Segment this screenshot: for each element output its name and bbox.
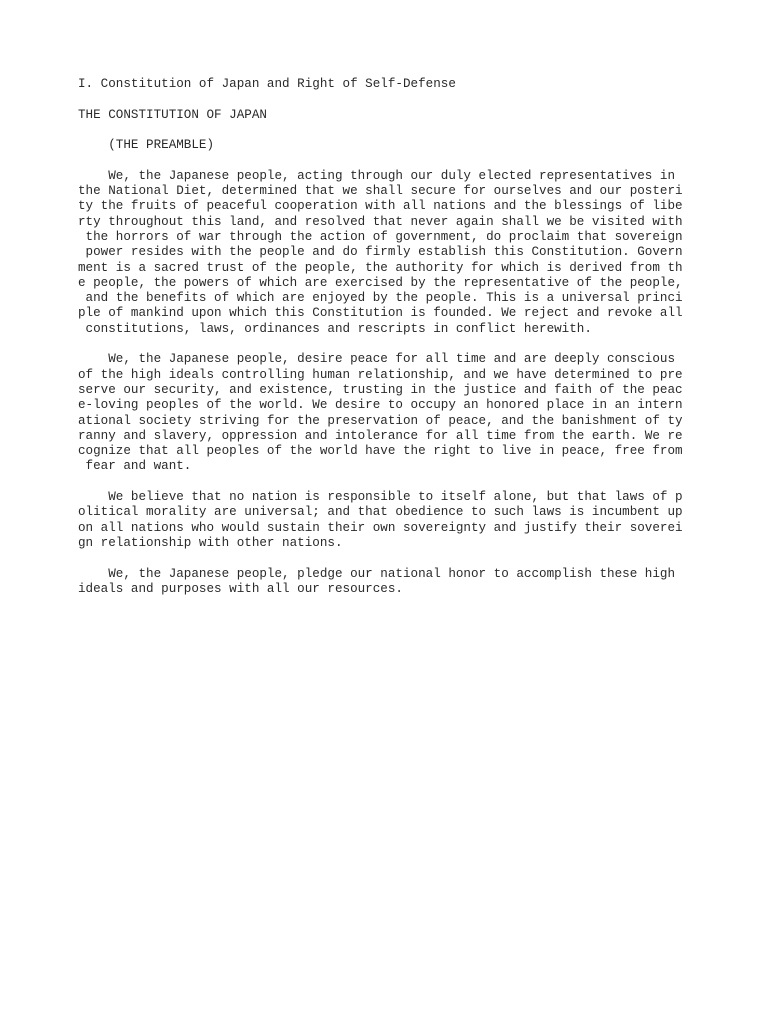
text-line: power resides with the people and do firmly establish this Constitution. Govern: [78, 245, 683, 260]
spacer: [78, 153, 698, 168]
paragraph-1: [78, 169, 698, 337]
text-line: and the benefits of which are enjoyed by the people. This is a universal princi: [78, 291, 683, 306]
text-line: e-loving peoples of the world. We desire to occupy an honored place in an intern: [78, 398, 683, 413]
text-line: on all nations who would sustain their own sovereignty and justify their soverei: [78, 520, 683, 535]
text-line: We, the Japanese people, desire peace for all time and are deeply conscious: [78, 352, 676, 367]
text-line: We, the Japanese people, pledge our national honor to accomplish these high: [78, 566, 676, 581]
text-line: ideals and purposes with all our resources.: [78, 581, 403, 596]
paragraph-4: [78, 567, 698, 598]
text-line: e people, the powers of which are exercised by the representative of the people,: [78, 275, 683, 290]
text-line: ple of mankind upon which this Constitution is founded. We reject and revoke all: [78, 306, 683, 321]
document-title: THE CONSTITUTION OF JAPAN: [78, 107, 267, 122]
text-line: the horrors of war through the action of government, do proclaim that sovereign: [78, 229, 683, 244]
paragraph-3: [78, 490, 698, 551]
text-line: olitical morality are universal; and that obedience to such laws is incumbent up: [78, 505, 683, 520]
text-line: ational society striving for the preservation of peace, and the banishment of ty: [78, 413, 683, 428]
document-page: [78, 77, 698, 597]
text-line: constitutions, laws, ordinances and rescripts in conflict herewith.: [78, 321, 592, 336]
section-heading: I. Constitution of Japan and Right of Self-Defense: [78, 77, 456, 91]
spacer: [78, 475, 698, 490]
spacer: [78, 337, 698, 352]
text-line: cognize that all peoples of the world have the right to live in peace, free from: [78, 444, 683, 459]
text-line: of the high ideals controlling human relationship, and we have determined to pre: [78, 367, 683, 382]
text-line: serve our security, and existence, trusting in the justice and faith of the peac: [78, 382, 683, 397]
text-line: ment is a sacred trust of the people, the authority for which is derived from th: [78, 260, 683, 275]
spacer: [78, 551, 698, 566]
paragraph-2: [78, 352, 698, 474]
text-line: gn relationship with other nations.: [78, 535, 343, 550]
preamble-subtitle: (THE PREAMBLE): [78, 138, 215, 153]
text-line: the National Diet, determined that we shall secure for ourselves and our posteri: [78, 184, 683, 199]
text-line: ty the fruits of peaceful cooperation with all nations and the blessings of libe: [78, 199, 683, 214]
spacer: [78, 123, 698, 138]
spacer: [78, 92, 698, 107]
text-line: fear and want.: [78, 459, 192, 474]
text-line: We, the Japanese people, acting through our duly elected representatives in: [78, 168, 676, 183]
text-line: rty throughout this land, and resolved that never again shall we be visited with: [78, 214, 683, 229]
text-line: We believe that no nation is responsible to itself alone, but that laws of p: [78, 490, 683, 505]
text-line: ranny and slavery, oppression and intolerance for all time from the earth. We re: [78, 428, 683, 443]
